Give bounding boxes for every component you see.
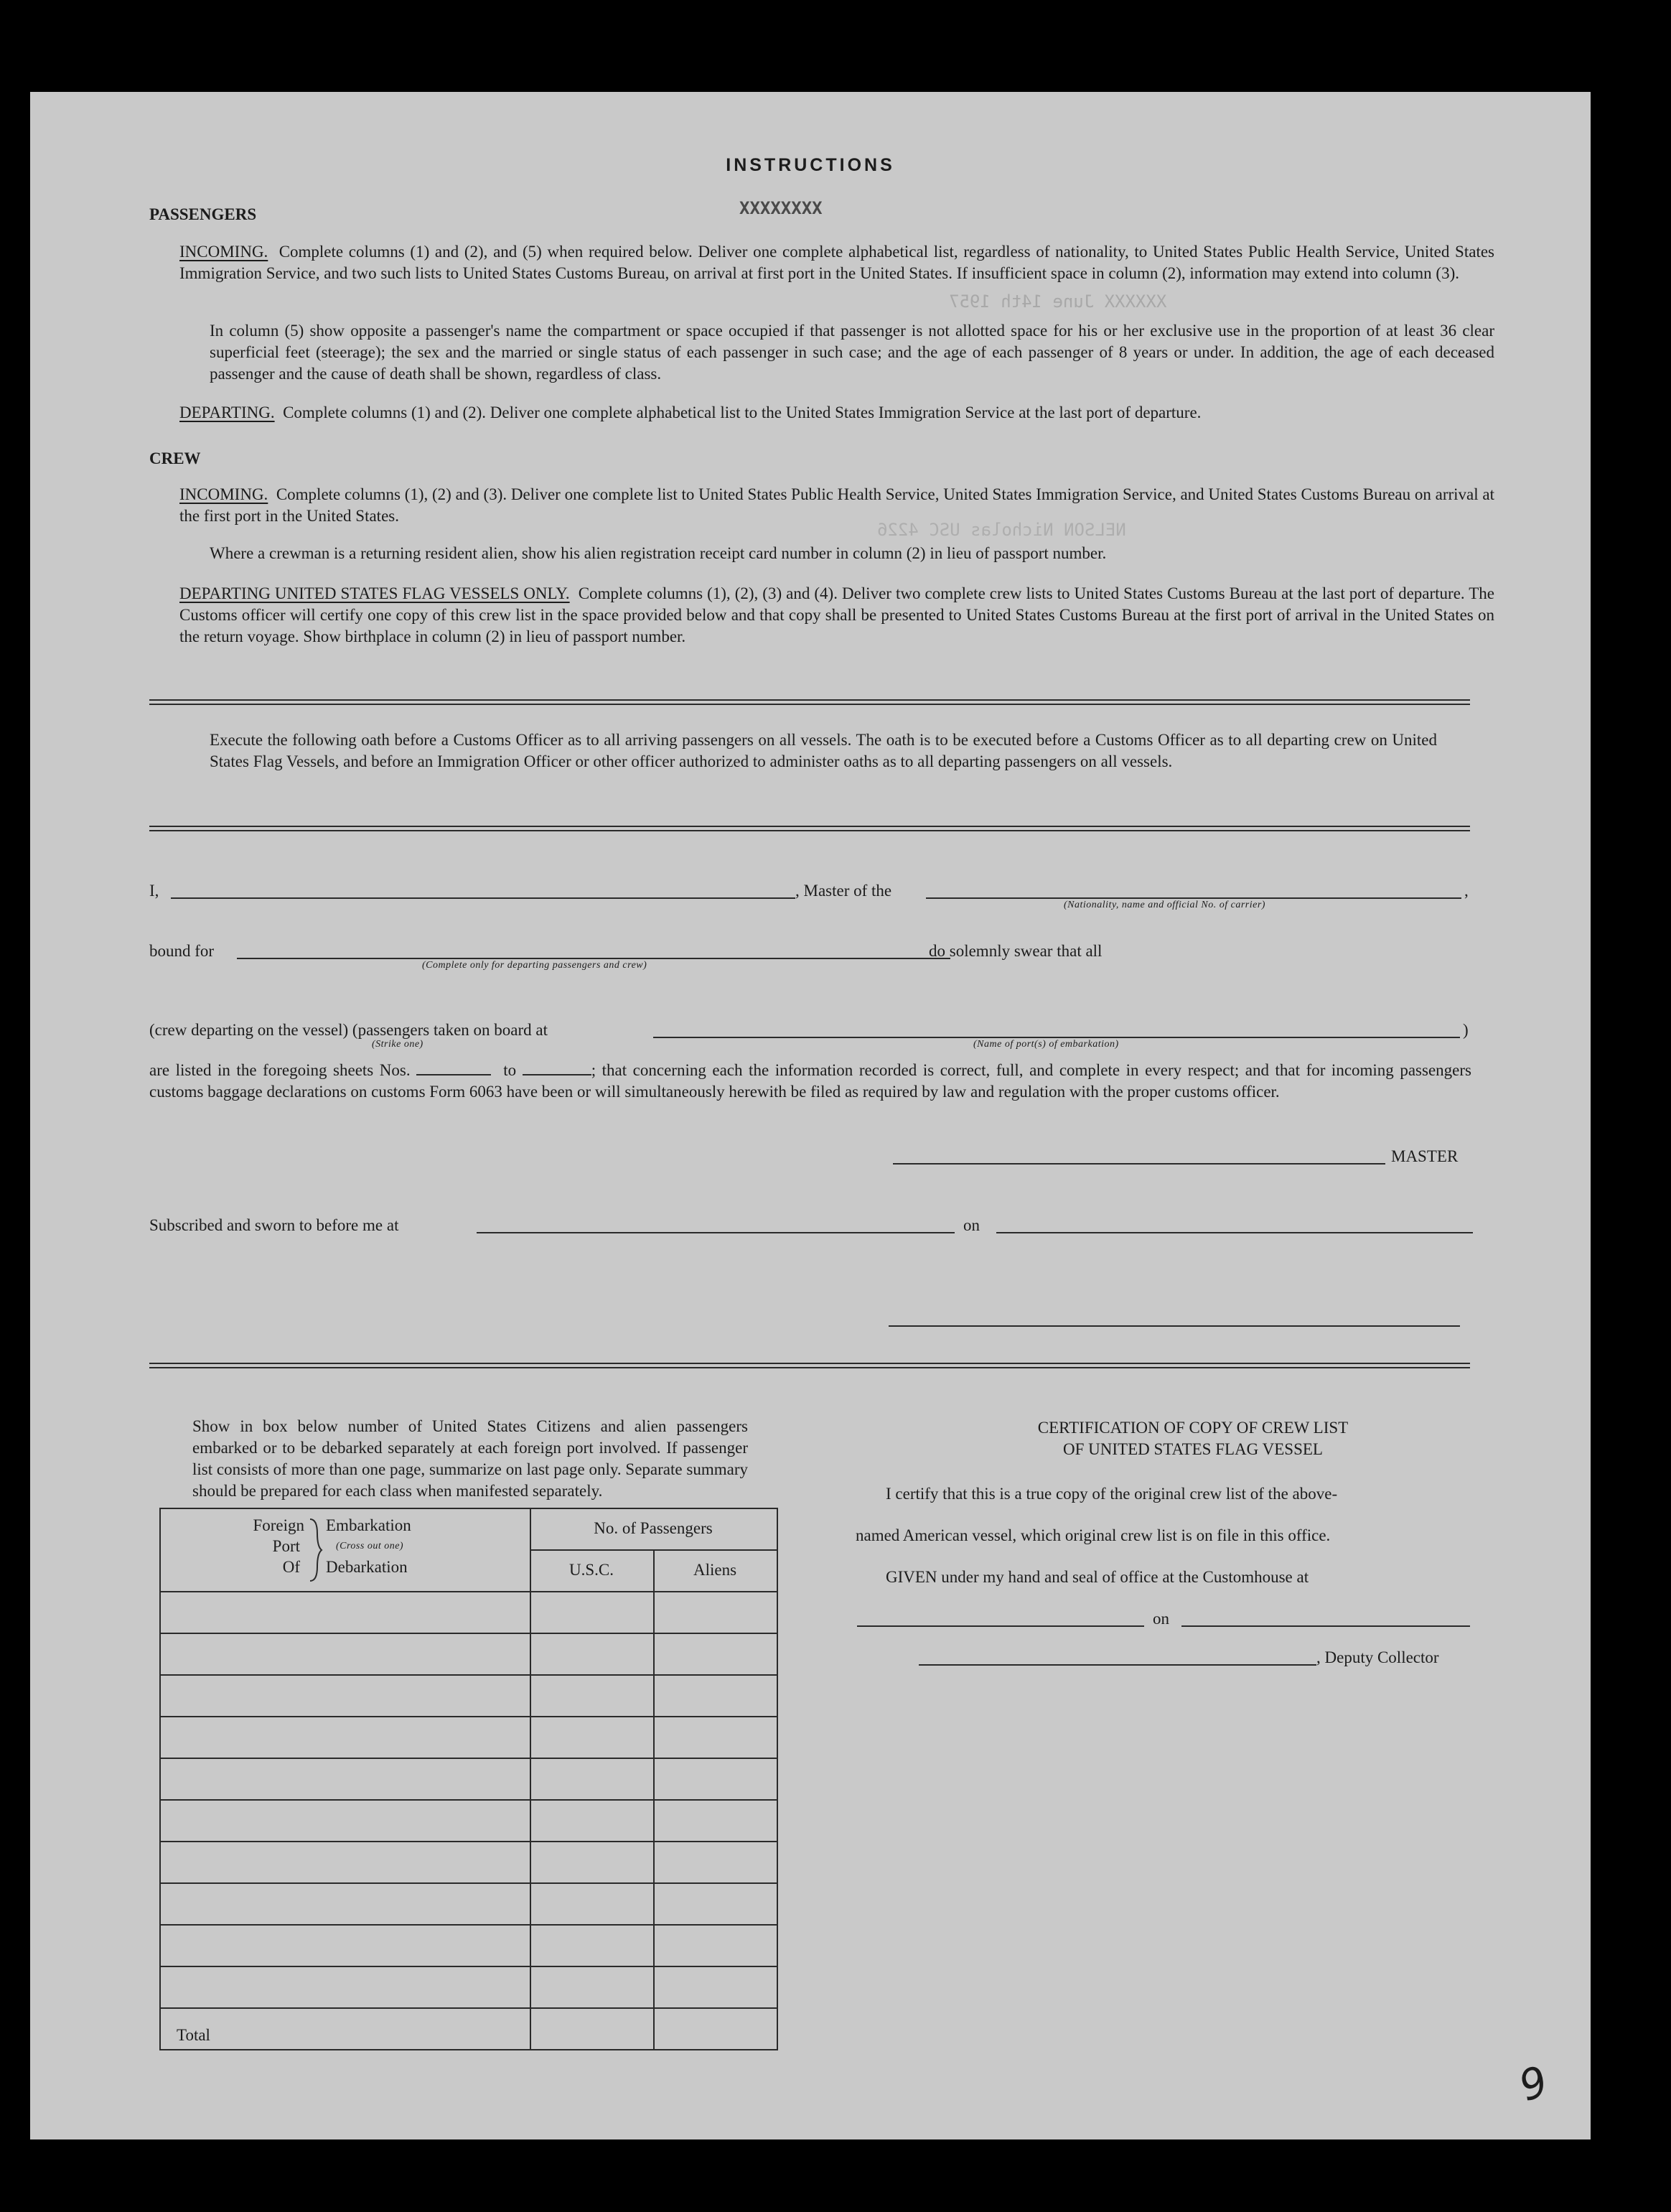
table-row-divider — [161, 1924, 777, 1926]
carrier-caption: (Nationality, name and official No. of carrier) — [1064, 900, 1265, 910]
debarkation-label: Debarkation — [326, 1558, 408, 1576]
passengers-departing — [179, 402, 1494, 424]
embark-caption: (Name of port(s) of embarkation) — [973, 1039, 1119, 1050]
strike-caption: (Strike one) — [372, 1039, 423, 1050]
document-page — [30, 92, 1591, 2139]
foreign-port-of-label — [233, 1515, 304, 1577]
oath-master-of: , Master of the — [795, 882, 892, 900]
certification-line2: named American vessel, which original crew list is on file in this office. — [856, 1526, 1331, 1544]
certification-title-line2: OF UNITED STATES FLAG VESSEL — [1063, 1440, 1323, 1458]
sworn-place-field[interactable] — [477, 1232, 955, 1233]
port-label: Port — [272, 1537, 300, 1555]
passengers-departing-label: DEPARTING. — [179, 403, 275, 421]
certification-on: on — [1153, 1610, 1169, 1628]
instructions-title: INSTRUCTIONS — [726, 155, 895, 175]
total-label: Total — [177, 2026, 210, 2044]
certification-date-field[interactable] — [1181, 1625, 1470, 1627]
stamp-xxxx: XXXXXXXX — [739, 198, 823, 218]
oath-instruction: Execute the following oath before a Customs Officer as to all arriving passengers on all vessels. The oath is to be executed before a Customs Officer as to all departing crew on United States Flag Vessels, and before an Immigration Officer or other officer authorized to administer oaths as to all departing passengers on all vessels. — [210, 731, 1437, 770]
certification-line3: GIVEN under my hand and seal of office at the Customhouse at — [886, 1568, 1309, 1586]
divider-1 — [149, 699, 1470, 705]
aliens-label: Aliens — [693, 1561, 737, 1579]
sworn-date-field[interactable] — [996, 1232, 1473, 1233]
table-row-divider — [161, 2007, 777, 2009]
usc-label: U.S.C. — [569, 1561, 614, 1579]
table-row-divider — [161, 1633, 777, 1634]
crew-departing-label: DEPARTING UNITED STATES FLAG VESSELS ONLY. — [179, 584, 570, 602]
sheet-from-field[interactable] — [416, 1060, 491, 1075]
passengers-heading: PASSENGERS — [149, 205, 257, 223]
oath-to: to — [503, 1061, 517, 1079]
table-row-divider — [161, 1841, 777, 1842]
cross-out-caption: (Cross out one) — [336, 1541, 404, 1551]
oath-i-label: I, — [149, 882, 159, 900]
crew-incoming-label: INCOMING. — [179, 485, 268, 503]
sheet-to-field[interactable] — [523, 1060, 591, 1075]
divider-3 — [149, 1363, 1470, 1368]
handwritten-page-number: 9 — [1512, 2055, 1555, 2111]
oath-crew-departing: (crew departing on the vessel) (passengers taken on board at — [149, 1021, 548, 1039]
passengers-incoming-text: Complete columns (1) and (2), and (5) when required below. Deliver one complete alphabetical list, regardless of nationality, to United States Public Health Service, United States Immigration Service, and two such lists to United States Customs Bureau, on arrival at first port in the United States. If insufficient space in column (2), information may extend into column (3). — [179, 243, 1494, 282]
table-row-divider — [161, 1674, 777, 1676]
table-row-divider — [161, 1716, 777, 1717]
master-name-field[interactable] — [171, 897, 795, 899]
oath-swear: do solemnly swear that all — [929, 942, 1103, 960]
crew-incoming — [179, 484, 1494, 527]
certification-title-line1: CERTIFICATION OF COPY OF CREW LIST — [1037, 1419, 1349, 1437]
carrier-field[interactable] — [926, 897, 1461, 899]
oath-subscribed: Subscribed and sworn to before me at — [149, 1216, 399, 1234]
passengers-col5-text: In column (5) show opposite a passenger's name the compartment or space occupied if that passenger is not allotted space for his or her exclusive use in the proportion of at least 36 clear superficial feet (steerage); the sex and the married or single status of each passenger in such case; and the age of each passenger of 8 years or under. In addition, the age of each deceased passenger and the cause of death shall be shown, regardless of class. — [210, 322, 1494, 383]
master-signature-field[interactable] — [893, 1163, 1385, 1165]
oath-listed-prefix: are listed in the foregoing sheets Nos. — [149, 1061, 411, 1079]
officer-signature-field[interactable] — [889, 1325, 1460, 1327]
summary-instruction: Show in box below number of United States Citizens and alien passengers embarked or to be debarked separately at each foreign port involved. If passenger list consists of more than one page, summarize on last page only. Separate summary should be prepared for each class when manifested separately. — [192, 1417, 748, 1500]
bound-caption: (Complete only for departing passengers and crew) — [422, 960, 647, 971]
crew-resident-text: Where a crewman is a returning resident alien, show his alien registration receipt card number in column (2) in lieu of passport number. — [210, 544, 1107, 562]
stamp-date: XXXXXX June 14th 1957 — [949, 291, 1167, 312]
passengers-departing-text: Complete columns (1) and (2). Deliver one complete alphabetical list to the United States Immigration Service at the last port of departure. — [283, 403, 1202, 421]
deputy-signature-field[interactable] — [919, 1664, 1316, 1666]
oath-bound-for: bound for — [149, 942, 215, 960]
oath-listed-rest: ; that concerning each the information recorded is correct, full, and complete in every respect; and that for incoming passengers customs baggage declarations on customs Form 6063 have been or will simultaneously herewith be filed as required by law and regulation with the proper customs officer. — [149, 1061, 1471, 1101]
of-label: Of — [282, 1558, 300, 1576]
bound-for-field[interactable] — [237, 958, 950, 959]
stamp-name: NELSON Nicholas USC 4226 — [877, 520, 1126, 540]
table-row-divider — [161, 1758, 777, 1759]
oath-master: MASTER — [1391, 1147, 1459, 1165]
oath-listed — [149, 1060, 1471, 1103]
oath-on: on — [963, 1216, 980, 1234]
crew-incoming-text: Complete columns (1), (2) and (3). Deliver one complete list to United States Public Health Service, United States Immigration Service, and United States Customs Bureau on arrival at the first port in the United States. — [179, 485, 1495, 525]
brace-icon — [307, 1518, 323, 1582]
oath-comma: , — [1464, 882, 1469, 900]
certification-title — [877, 1417, 1509, 1460]
crew-heading: CREW — [149, 449, 201, 467]
crew-departing-text: Complete columns (1), (2), (3) and (4). Deliver two complete crew lists to United States Customs Bureau at the last port of departure. The Customs officer will certify one copy of this crew list in the space provided below and that copy shall be presented to United States Customs Bureau at the first port of arrival in the United States on the return voyage. Show birthplace in column (2) in lieu of passport number. — [179, 584, 1495, 645]
foreign-label: Foreign — [253, 1516, 304, 1534]
no-of-passengers-label: No. of Passengers — [594, 1519, 713, 1537]
divider-2 — [149, 826, 1470, 831]
customhouse-field[interactable] — [857, 1625, 1144, 1627]
table-row-divider — [161, 1799, 777, 1801]
crew-departing — [179, 583, 1494, 648]
embarkation-label: Embarkation — [326, 1516, 411, 1534]
passengers-incoming — [179, 241, 1494, 284]
certification-line1: I certify that this is a true copy of the original crew list of the above- — [886, 1485, 1338, 1503]
table-row-divider — [161, 1882, 777, 1884]
embarkation-port-field[interactable] — [653, 1037, 1460, 1038]
certification-deputy: , Deputy Collector — [1316, 1648, 1439, 1666]
passenger-summary-table — [159, 1508, 778, 2050]
table-row-divider — [161, 1966, 777, 1967]
passengers-incoming-label: INCOMING. — [179, 243, 268, 261]
oath-close-paren: ) — [1463, 1021, 1469, 1039]
